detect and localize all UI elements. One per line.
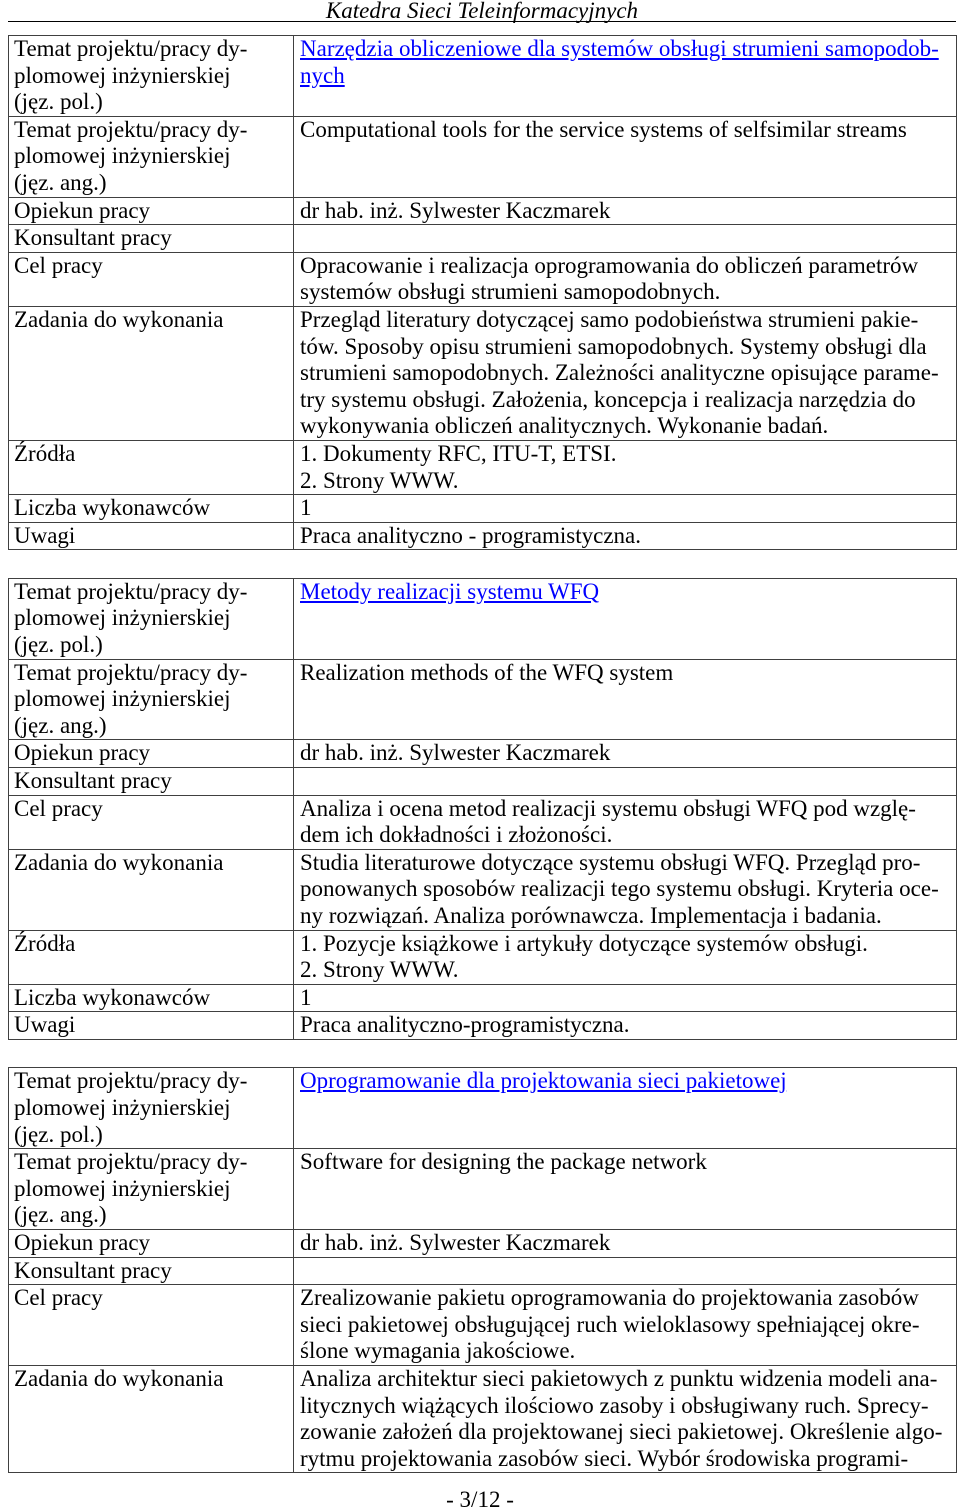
topic-pl-row (9, 578, 957, 659)
goal-value: Analiza i ocena metod realizacji systemu obsługi WFQ pod wzglę- (300, 795, 916, 821)
topic-en-label: (jęz. ang.) (14, 1202, 107, 1228)
topic-pl-label-cell (9, 1068, 294, 1149)
tasks-value: strumieni samopodobnych. Zależności analityczne opisujące parame- (300, 360, 939, 386)
supervisor-label: Opiekun pracy (14, 1229, 151, 1255)
consultant-row (9, 1257, 957, 1285)
tasks-label-cell (9, 849, 294, 930)
tasks-value: Przegląd literatury dotyczącej samo podobieństwa strumieni pakie- (300, 306, 919, 332)
tasks-value-cell (294, 849, 957, 930)
topic-pl-label-cell (9, 578, 294, 659)
supervisor-value-cell (294, 1229, 957, 1257)
topic-en-label: plomowej inżynierskiej (14, 686, 231, 712)
topic-link[interactable] (300, 1068, 956, 1095)
topic-pl-value[interactable]: nych (300, 62, 345, 88)
sources-label: Źródła (14, 440, 76, 466)
team-size-label: Liczba wykonawców (14, 495, 211, 521)
goal-value: ślone wymagania jakościowe. (300, 1338, 576, 1364)
topic-en-value: Software for designing the package network (300, 1149, 707, 1175)
tasks-value-cell (294, 306, 957, 440)
goal-value: Zrealizowanie pakietu oprogramowania do projektowania zasobów (300, 1285, 919, 1311)
team-size-label-cell (9, 984, 294, 1012)
team-size-label: Liczba wykonawców (14, 984, 211, 1010)
supervisor-value: dr hab. inż. Sylwester Kaczmarek (300, 1229, 611, 1255)
goal-value: Opracowanie i realizacja oprogramowania do obliczeń parametrów (300, 252, 919, 278)
consultant-row (9, 225, 957, 253)
topic-pl-label: (jęz. pol.) (14, 1121, 103, 1147)
topic-pl-label: plomowej inżynierskiej (14, 62, 231, 88)
supervisor-label-cell (9, 197, 294, 225)
page-number: - 3/12 - (446, 1487, 514, 1511)
department-title: Katedra Sieci Teleinformacyjnych (325, 0, 639, 23)
topic-en-label: Temat projektu/pracy dy- (14, 659, 248, 685)
supervisor-value-cell (294, 197, 957, 225)
topic-pl-label: (jęz. pol.) (14, 89, 103, 115)
tasks-value: tów. Sposoby opisu strumieni samopodobnych. Systemy obsługi dla (300, 333, 927, 359)
goal-value: systemów obsługi strumieni samopodobnych. (300, 279, 721, 305)
tasks-label: Zadania do wykonania (14, 306, 224, 332)
page-header (8, 0, 956, 22)
topic-en-label-cell (9, 116, 294, 197)
topic-pl-label-cell (9, 36, 294, 117)
supervisor-label: Opiekun pracy (14, 740, 151, 766)
topic-pl-value-cell (294, 36, 957, 117)
topic-link[interactable] (300, 36, 956, 89)
topic-pl-label: Temat projektu/pracy dy- (14, 1068, 248, 1094)
tasks-value: Studia literaturowe dotyczące systemu obsługi WFQ. Przegląd pro- (300, 849, 921, 875)
tasks-row (9, 306, 957, 440)
notes-label-cell (9, 1012, 294, 1040)
topic-en-value-cell (294, 659, 957, 740)
supervisor-label-cell (9, 1229, 294, 1257)
notes-label: Uwagi (14, 522, 76, 548)
goal-value-cell (294, 252, 957, 306)
goal-row (9, 252, 957, 306)
thesis-topics-list (8, 35, 956, 1473)
tasks-value: ponowanych sposobów realizacji tego systemu obsługi. Kryteria oce- (300, 876, 939, 902)
goal-label: Cel pracy (14, 795, 103, 821)
supervisor-row (9, 740, 957, 768)
topic-pl-value-cell (294, 1068, 957, 1149)
team-size-label-cell (9, 495, 294, 523)
topic-en-value-cell (294, 1149, 957, 1230)
goal-value: dem ich dokładności i złożoności. (300, 822, 613, 848)
sources-value: 1. Pozycje książkowe i artykuły dotyczące systemów obsługi. (300, 930, 868, 956)
topic-en-row (9, 116, 957, 197)
tasks-row (9, 1365, 957, 1472)
topic-pl-label: plomowej inżynierskiej (14, 605, 231, 631)
consultant-label: Konsultant pracy (14, 767, 172, 793)
sources-label-cell (9, 440, 294, 494)
topic-en-label: Temat projektu/pracy dy- (14, 116, 248, 142)
tasks-value: Analiza architektur sieci pakietowych z punktu widzenia modeli ana- (300, 1365, 938, 1391)
goal-label-cell (9, 252, 294, 306)
tasks-value: ny rozwiązań. Analiza porównawcza. Implementacja i badania. (300, 902, 882, 928)
topic-pl-value[interactable]: Oprogramowanie dla projektowania sieci pakietowej (300, 1068, 787, 1094)
topic-pl-label: (jęz. pol.) (14, 631, 103, 657)
tasks-label: Zadania do wykonania (14, 1365, 224, 1391)
topic-pl-row (9, 36, 957, 117)
consultant-label: Konsultant pracy (14, 225, 172, 251)
supervisor-label-cell (9, 740, 294, 768)
notes-value: Praca analityczno-programistyczna. (300, 1012, 630, 1038)
tasks-value: zowanie założeń dla projektowanej sieci pakietowej. Określenie algo- (300, 1419, 943, 1445)
team-size-value: 1 (300, 495, 312, 521)
goal-label-cell (9, 795, 294, 849)
goal-value: sieci pakietowej obsługującej ruch wieloklasowy spełniającej okre- (300, 1311, 920, 1337)
goal-label: Cel pracy (14, 252, 103, 278)
consultant-label-cell (9, 767, 294, 795)
topic-en-label-cell (9, 1149, 294, 1230)
page-footer (0, 1487, 960, 1511)
consultant-value-cell (294, 225, 957, 253)
thesis-table (8, 35, 957, 550)
tasks-value: wykonywania obliczeń analitycznych. Wykonanie badań. (300, 413, 829, 439)
notes-label-cell (9, 522, 294, 550)
tasks-value-cell (294, 1365, 957, 1472)
topic-en-label: plomowej inżynierskiej (14, 143, 231, 169)
sources-value: 2. Strony WWW. (300, 957, 459, 983)
topic-pl-label: Temat projektu/pracy dy- (14, 578, 248, 604)
topic-en-label: Temat projektu/pracy dy- (14, 1149, 248, 1175)
goal-row (9, 795, 957, 849)
team-size-value-cell (294, 495, 957, 523)
topic-link[interactable] (300, 579, 956, 606)
goal-row (9, 1285, 957, 1366)
topic-en-row (9, 1149, 957, 1230)
notes-row (9, 522, 957, 550)
sources-value-cell (294, 440, 957, 494)
consultant-label: Konsultant pracy (14, 1257, 172, 1283)
sources-row (9, 440, 957, 494)
tasks-label-cell (9, 306, 294, 440)
topic-pl-label: Temat projektu/pracy dy- (14, 36, 248, 61)
topic-en-value: Computational tools for the service systems of selfsimilar streams (300, 116, 907, 142)
supervisor-label: Opiekun pracy (14, 197, 151, 223)
notes-label: Uwagi (14, 1012, 76, 1038)
tasks-label-cell (9, 1365, 294, 1472)
thesis-table (8, 1067, 957, 1473)
consultant-label-cell (9, 1257, 294, 1285)
supervisor-row (9, 197, 957, 225)
topic-pl-row (9, 1068, 957, 1149)
notes-value: Praca analityczno - programistyczna. (300, 522, 642, 548)
team-size-value-cell (294, 984, 957, 1012)
sources-value-cell (294, 930, 957, 984)
tasks-value: rytmu projektowania zasobów sieci. Wybór środowiska programi- (300, 1445, 909, 1471)
goal-label-cell (9, 1285, 294, 1366)
topic-en-label: plomowej inżynierskiej (14, 1175, 231, 1201)
topic-en-value-cell (294, 116, 957, 197)
sources-label-cell (9, 930, 294, 984)
topic-en-row (9, 659, 957, 740)
goal-value-cell (294, 1285, 957, 1366)
topic-pl-value[interactable]: Narzędzia obliczeniowe dla systemów obsługi strumieni samopodob- (300, 36, 939, 61)
team-size-value: 1 (300, 984, 312, 1010)
notes-value-cell (294, 1012, 957, 1040)
topic-pl-value-cell (294, 578, 957, 659)
supervisor-row (9, 1229, 957, 1257)
team-size-row (9, 495, 957, 523)
consultant-row (9, 767, 957, 795)
supervisor-value-cell (294, 740, 957, 768)
topic-pl-label: plomowej inżynierskiej (14, 1094, 231, 1120)
goal-label: Cel pracy (14, 1285, 103, 1311)
topic-en-value: Realization methods of the WFQ system (300, 659, 674, 685)
goal-value-cell (294, 795, 957, 849)
thesis-table (8, 578, 957, 1040)
topic-en-label: (jęz. ang.) (14, 712, 107, 738)
sources-row (9, 930, 957, 984)
sources-value: 1. Dokumenty RFC, ITU-T, ETSI. (300, 440, 617, 466)
topic-en-label-cell (9, 659, 294, 740)
tasks-value: litycznych wiążących ilościowo zasoby i obsługiwany ruch. Sprecy- (300, 1392, 929, 1418)
tasks-row (9, 849, 957, 930)
consultant-value-cell (294, 767, 957, 795)
tasks-label: Zadania do wykonania (14, 849, 224, 875)
sources-label: Źródła (14, 930, 76, 956)
team-size-row (9, 984, 957, 1012)
supervisor-value: dr hab. inż. Sylwester Kaczmarek (300, 740, 611, 766)
topic-en-label: (jęz. ang.) (14, 169, 107, 195)
consultant-value-cell (294, 1257, 957, 1285)
supervisor-value: dr hab. inż. Sylwester Kaczmarek (300, 197, 611, 223)
notes-value-cell (294, 522, 957, 550)
consultant-label-cell (9, 225, 294, 253)
notes-row (9, 1012, 957, 1040)
topic-pl-value[interactable]: Metody realizacji systemu WFQ (300, 578, 600, 604)
sources-value: 2. Strony WWW. (300, 467, 459, 493)
tasks-value: try systemu obsługi. Założenia, koncepcja i realizacja narzędzia do (300, 386, 916, 412)
